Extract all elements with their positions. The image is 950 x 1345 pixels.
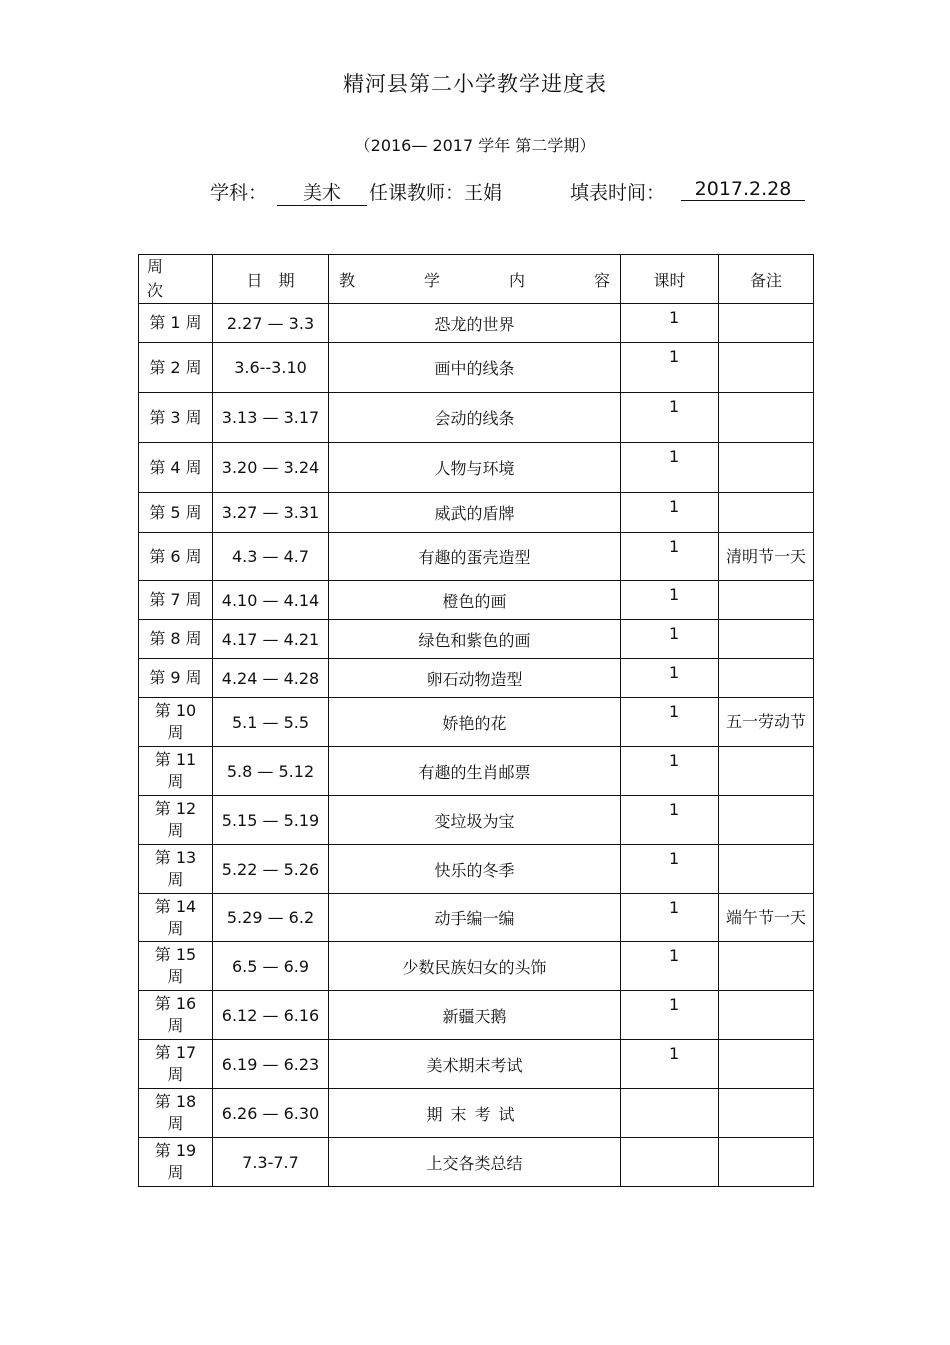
cell-hours: 1 <box>621 698 719 747</box>
cell-week: 第 15 周 <box>139 942 213 991</box>
cell-date: 4.24 — 4.28 <box>213 659 329 698</box>
header-content: 教学内容 <box>329 255 621 304</box>
cell-topic: 威武的盾牌 <box>329 493 621 533</box>
cell-topic: 人物与环境 <box>329 443 621 493</box>
cell-topic: 卵石动物造型 <box>329 659 621 698</box>
header-note: 备注 <box>719 255 814 304</box>
cell-hours: 1 <box>621 1040 719 1089</box>
cell-hours: 1 <box>621 304 719 343</box>
cell-note <box>719 1040 814 1089</box>
cell-date: 5.8 — 5.12 <box>213 747 329 796</box>
table-row <box>139 393 814 443</box>
table-row <box>139 796 814 845</box>
cell-hours: 1 <box>621 343 719 393</box>
cell-note <box>719 747 814 796</box>
cell-topic: 快乐的冬季 <box>329 845 621 894</box>
cell-note <box>719 1089 814 1138</box>
cell-week: 第 18 周 <box>139 1089 213 1138</box>
cell-note <box>719 1138 814 1187</box>
cell-note <box>719 393 814 443</box>
table-row <box>139 1040 814 1089</box>
cell-date: 4.3 — 4.7 <box>213 533 329 581</box>
cell-date: 5.22 — 5.26 <box>213 845 329 894</box>
cell-note <box>719 845 814 894</box>
cell-hours: 1 <box>621 894 719 942</box>
header-week-line1: 周 <box>147 257 164 276</box>
cell-hours: 1 <box>621 533 719 581</box>
cell-topic: 橙色的画 <box>329 581 621 620</box>
table-row <box>139 991 814 1040</box>
cell-week: 第 2 周 <box>139 343 213 393</box>
cell-topic: 画中的线条 <box>329 343 621 393</box>
page-title: 精河县第二小学教学进度表 <box>343 72 607 96</box>
header-date: 日 期 <box>213 255 329 304</box>
cell-note <box>719 620 814 659</box>
cell-date: 6.26 — 6.30 <box>213 1089 329 1138</box>
cell-date: 3.13 — 3.17 <box>213 393 329 443</box>
cell-week: 第 8 周 <box>139 620 213 659</box>
cell-hours <box>621 1138 719 1187</box>
cell-note: 端午节一天 <box>719 894 814 942</box>
cell-hours: 1 <box>621 991 719 1040</box>
cell-topic: 动手编一编 <box>329 894 621 942</box>
cell-topic: 有趣的生肖邮票 <box>329 747 621 796</box>
cell-week: 第 19 周 <box>139 1138 213 1187</box>
cell-note <box>719 443 814 493</box>
header-week <box>139 255 213 304</box>
cell-week: 第 12 周 <box>139 796 213 845</box>
fill-date-label: 填表时间： <box>570 182 666 204</box>
schedule-table <box>138 254 814 1187</box>
table-row <box>139 659 814 698</box>
cell-hours: 1 <box>621 747 719 796</box>
table-row <box>139 581 814 620</box>
cell-note <box>719 581 814 620</box>
cell-hours: 1 <box>621 659 719 698</box>
cell-week: 第 13 周 <box>139 845 213 894</box>
table-row <box>139 1089 814 1138</box>
cell-topic: 上交各类总结 <box>329 1138 621 1187</box>
cell-note <box>719 304 814 343</box>
cell-week: 第 3 周 <box>139 393 213 443</box>
fill-date-text: 2017.2.28 <box>694 178 792 200</box>
cell-hours: 1 <box>621 443 719 493</box>
cell-week: 第 6 周 <box>139 533 213 581</box>
cell-hours: 1 <box>621 581 719 620</box>
table-row <box>139 620 814 659</box>
table-header-row <box>139 255 814 304</box>
cell-hours: 1 <box>621 393 719 443</box>
cell-week: 第 9 周 <box>139 659 213 698</box>
cell-date: 5.15 — 5.19 <box>213 796 329 845</box>
cell-date: 5.29 — 6.2 <box>213 894 329 942</box>
cell-date: 3.6--3.10 <box>213 343 329 393</box>
cell-date: 3.20 — 3.24 <box>213 443 329 493</box>
cell-date: 4.10 — 4.14 <box>213 581 329 620</box>
cell-note <box>719 493 814 533</box>
cell-week: 第 7 周 <box>139 581 213 620</box>
cell-week: 第 16 周 <box>139 991 213 1040</box>
cell-hours: 1 <box>621 620 719 659</box>
subject-label: 学科： <box>210 182 268 204</box>
cell-date: 2.27 — 3.3 <box>213 304 329 343</box>
cell-topic: 新疆天鹅 <box>329 991 621 1040</box>
table-row <box>139 443 814 493</box>
cell-topic: 少数民族妇女的头饰 <box>329 942 621 991</box>
cell-week: 第 17 周 <box>139 1040 213 1089</box>
cell-date: 4.17 — 4.21 <box>213 620 329 659</box>
term-subtitle: （2016— 2017 学年 第二学期） <box>354 136 596 155</box>
subject-value-text: 美术 <box>302 182 341 204</box>
cell-note <box>719 991 814 1040</box>
cell-date: 6.5 — 6.9 <box>213 942 329 991</box>
table-row <box>139 343 814 393</box>
table-row <box>139 747 814 796</box>
cell-week: 第 11 周 <box>139 747 213 796</box>
header-hours: 课时 <box>621 255 719 304</box>
cell-date: 3.27 — 3.31 <box>213 493 329 533</box>
cell-hours: 1 <box>621 845 719 894</box>
subject-value <box>277 178 367 206</box>
table-row <box>139 894 814 942</box>
cell-topic: 恐龙的世界 <box>329 304 621 343</box>
cell-date: 7.3-7.7 <box>213 1138 329 1187</box>
cell-note <box>719 796 814 845</box>
cell-hours: 1 <box>621 493 719 533</box>
cell-note <box>719 343 814 393</box>
cell-week: 第 1 周 <box>139 304 213 343</box>
teacher-label: 任课教师：王娟 <box>369 182 503 204</box>
cell-date: 6.19 — 6.23 <box>213 1040 329 1089</box>
cell-hours: 1 <box>621 796 719 845</box>
cell-note: 清明节一天 <box>719 533 814 581</box>
cell-topic: 期末考试 <box>329 1089 621 1138</box>
cell-topic: 绿色和紫色的画 <box>329 620 621 659</box>
cell-week: 第 10 周 <box>139 698 213 747</box>
cell-hours <box>621 1089 719 1138</box>
cell-topic: 会动的线条 <box>329 393 621 443</box>
cell-note: 五一劳动节 <box>719 698 814 747</box>
cell-note <box>719 659 814 698</box>
header-week-line2: 次 <box>147 281 164 300</box>
form-meta <box>0 178 950 208</box>
fill-date-value <box>681 178 805 201</box>
cell-hours: 1 <box>621 942 719 991</box>
table-row <box>139 1138 814 1187</box>
cell-week: 第 5 周 <box>139 493 213 533</box>
cell-topic: 变垃圾为宝 <box>329 796 621 845</box>
cell-topic: 娇艳的花 <box>329 698 621 747</box>
cell-week: 第 14 周 <box>139 894 213 942</box>
table-row <box>139 493 814 533</box>
cell-date: 5.1 — 5.5 <box>213 698 329 747</box>
cell-topic: 有趣的蛋壳造型 <box>329 533 621 581</box>
table-row <box>139 304 814 343</box>
cell-date: 6.12 — 6.16 <box>213 991 329 1040</box>
table-row <box>139 698 814 747</box>
cell-note <box>719 942 814 991</box>
cell-week: 第 4 周 <box>139 443 213 493</box>
table-row <box>139 845 814 894</box>
table-row <box>139 533 814 581</box>
cell-topic: 美术期末考试 <box>329 1040 621 1089</box>
table-row <box>139 942 814 991</box>
